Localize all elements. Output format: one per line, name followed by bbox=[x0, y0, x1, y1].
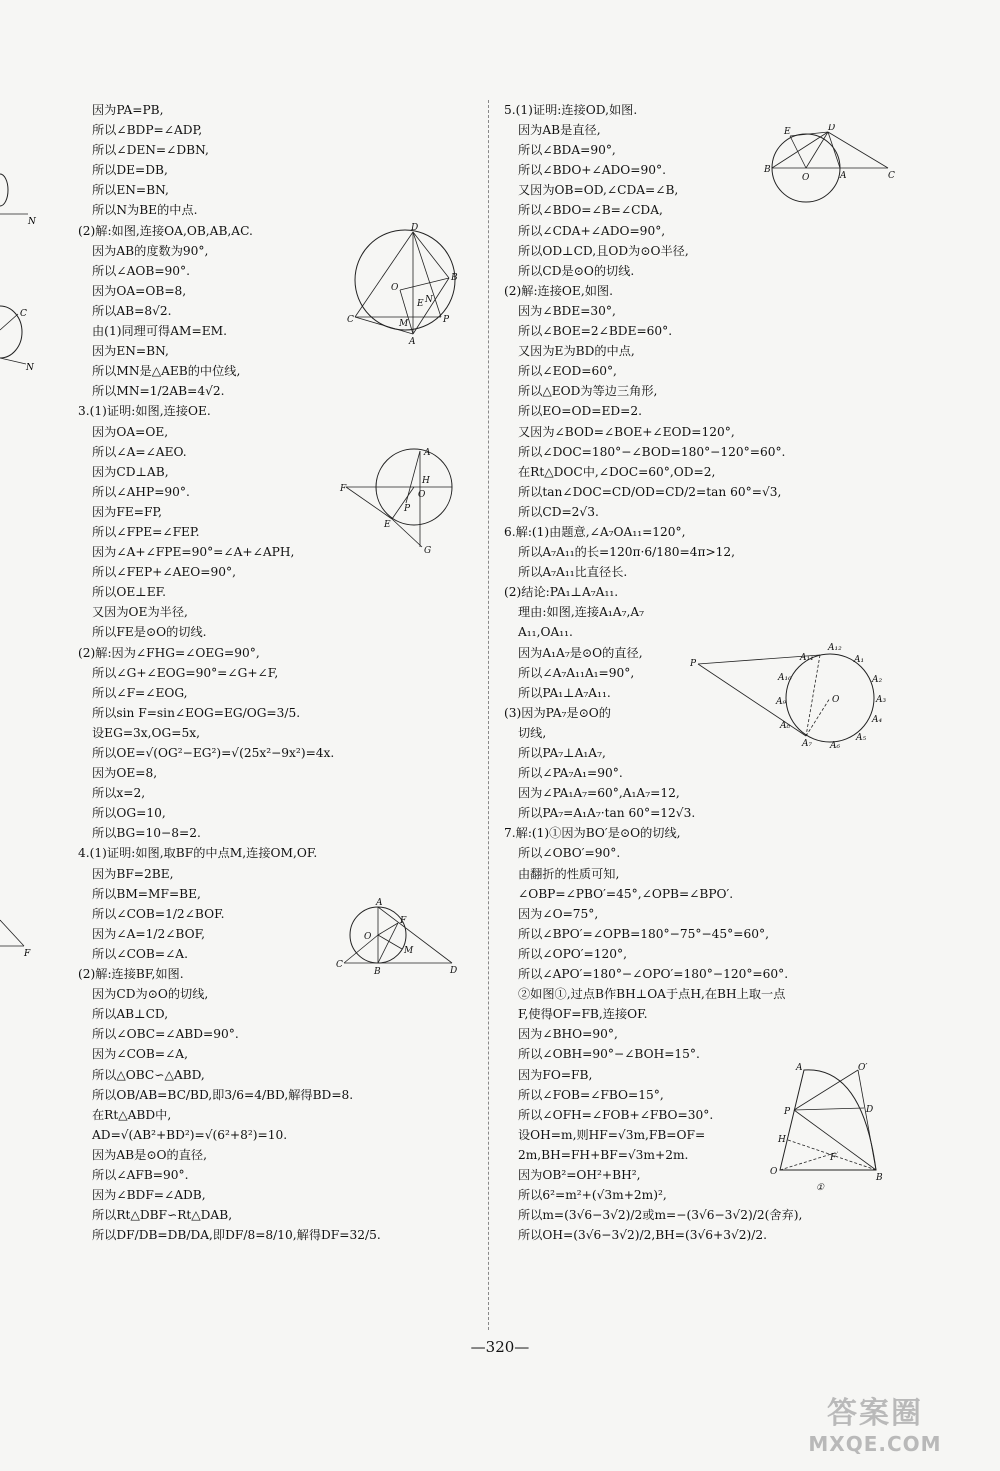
text-line: 所以PA₁⊥A₇A₁₁. bbox=[518, 685, 611, 700]
text-line: 4.(1)证明:如图,取BF的中点M,连接OM,OF. bbox=[78, 846, 318, 861]
fig2-label: B bbox=[451, 273, 458, 283]
text-line: (2)解:如图,连接OA,OB,AB,AC. bbox=[78, 223, 253, 238]
fig6-label: A₁₀ bbox=[778, 673, 792, 683]
text-line: 所以OH=(3√6−3√2)/2,BH=(3√6+3√2)/2. bbox=[518, 1228, 768, 1243]
text-line: 所以∠BDA=90°, bbox=[518, 143, 616, 158]
text-line: 所以MN是△AEB的中位线, bbox=[92, 364, 241, 379]
text-line: 所以x=2, bbox=[92, 786, 146, 801]
text-line: 7.解:(1)①因为BO′是⊙O的切线, bbox=[504, 826, 681, 841]
text-line: 又因为E为BD的中点, bbox=[518, 344, 635, 359]
text-line: 所以EN=BN, bbox=[92, 183, 169, 198]
fig6-label: A₉ bbox=[776, 697, 787, 707]
fig6-label: A₅ bbox=[856, 733, 867, 743]
text-line: AD=√(AB²+BD²)=√(6²+8²)=10. bbox=[92, 1127, 288, 1142]
text-line: 所以PA₇=A₁A₇·tan 60°=12√3. bbox=[518, 806, 696, 821]
text-line: 所以∠BDP=∠ADP, bbox=[92, 123, 203, 138]
text-line: 所以∠FEP+∠AEO=90°, bbox=[92, 565, 236, 580]
text-line: 因为∠A+∠FPE=90°=∠A+∠APH, bbox=[92, 545, 295, 560]
text-line: 所以A₇A₁₁的长=120π·6/180=4π>12, bbox=[518, 545, 736, 560]
figure-problem-6 bbox=[690, 640, 890, 750]
text-line: 因为PA=PB, bbox=[92, 103, 164, 117]
text-line: 所以∠OBO′=90°. bbox=[518, 846, 621, 861]
text-line: 切线, bbox=[518, 725, 547, 740]
edge-label: F bbox=[24, 949, 31, 959]
fig2-label: D bbox=[411, 223, 419, 233]
text-line: 所以∠OBH=90°−∠BOH=15°. bbox=[518, 1047, 700, 1062]
text-line: 设OH=m,则HF=√3m,FB=OF= bbox=[518, 1127, 706, 1142]
fig6-label: A₃ bbox=[876, 695, 887, 705]
text-line: 所以OD⊥CD,且OD为⊙O半径, bbox=[518, 243, 689, 258]
fig5-label: D bbox=[828, 124, 836, 133]
text-line: 所以∠BDO+∠ADO=90°. bbox=[518, 163, 666, 178]
text-line: 所以∠COB=1/2∠BOF. bbox=[92, 906, 225, 921]
fig6-label: O bbox=[832, 695, 840, 705]
fig4-label: O bbox=[364, 932, 372, 942]
figure-problem-2 bbox=[345, 222, 465, 347]
fig7-label: H bbox=[778, 1135, 786, 1145]
text-line: 因为OE=8, bbox=[92, 766, 158, 781]
fig6-label: A₁₁ bbox=[800, 653, 814, 663]
text-line: 因为OA=OB=8, bbox=[92, 283, 187, 298]
edge-label: N bbox=[28, 217, 36, 227]
text-line: 因为∠BDF=∠ADB, bbox=[92, 1188, 206, 1203]
text-line: 所以OE⊥EF. bbox=[92, 585, 167, 600]
fig4-label: A bbox=[376, 898, 383, 908]
fig3-label: E bbox=[384, 520, 391, 530]
fig6-label: A₇ bbox=[802, 739, 813, 749]
fig3-label: H bbox=[422, 476, 430, 486]
text-line: 所以N为BE的中点. bbox=[92, 203, 198, 218]
text-line: 所以PA₇⊥A₁A₇, bbox=[518, 746, 606, 760]
fig4-label: M bbox=[404, 946, 414, 956]
text-line: 又因为OE为半径, bbox=[92, 605, 188, 620]
text-line: 所以MN=1/2AB=4√2. bbox=[92, 384, 225, 399]
fig2-label: O bbox=[391, 283, 399, 293]
text-line: F,使得OF=FB,连接OF. bbox=[518, 1007, 648, 1022]
watermark bbox=[770, 1388, 980, 1456]
text-line: 又因为∠BOD=∠BOE+∠EOD=120°, bbox=[518, 424, 735, 439]
text-line: 因为∠PA₁A₇=60°,A₁A₇=12, bbox=[518, 786, 680, 801]
text-line: 因为OB²=OH²+BH², bbox=[518, 1167, 641, 1182]
text-line: 所以sin F=sin∠EOG=EG/OG=3/5. bbox=[92, 705, 301, 720]
fig6-label: A₆ bbox=[830, 741, 841, 750]
fig5-label: A bbox=[840, 171, 847, 181]
text-line: ∠OBP=∠PBO′=45°,∠OPB=∠BPO′. bbox=[518, 886, 734, 901]
text-line: 所以A₇A₁₁比直径长. bbox=[518, 565, 628, 580]
text-line: 所以△EOD为等边三角形, bbox=[518, 384, 658, 399]
fig4-label: D bbox=[450, 966, 458, 976]
fig6-label: P bbox=[690, 659, 697, 669]
fig6-label: A₁ bbox=[854, 655, 865, 665]
text-line: (3)因为PA₇是⊙O的 bbox=[504, 705, 611, 720]
text-line: 所以∠EOD=60°, bbox=[518, 364, 617, 379]
text-line: 所以∠AOB=90°. bbox=[92, 263, 191, 278]
text-line: 所以CD是⊙O的切线. bbox=[518, 263, 635, 278]
fig3-label: P bbox=[404, 504, 411, 514]
edge-figure-3 bbox=[0, 910, 40, 964]
edge-label: C bbox=[20, 309, 27, 319]
page-number: —320— bbox=[470, 1338, 530, 1356]
text-line: A₁₁,OA₁₁. bbox=[518, 625, 573, 640]
text-line: 6.解:(1)由题意,∠A₇OA₁₁=120°, bbox=[504, 524, 686, 539]
fig5-label: B bbox=[764, 165, 771, 175]
text-line: 因为∠A=1/2∠BOF, bbox=[92, 926, 206, 941]
text-line: 设EG=3x,OG=5x, bbox=[92, 725, 200, 740]
text-line: 2m,BH=FH+BF=√3m+2m. bbox=[518, 1147, 689, 1162]
text-line: 所以∠BPO′=∠OPB=180°−75°−45°=60°, bbox=[518, 926, 769, 941]
watermark-logo: 答案圈 bbox=[827, 1396, 923, 1431]
fig5-label: O bbox=[802, 173, 810, 183]
fig5-label: E bbox=[784, 127, 791, 137]
text-line: 所以DE=DB, bbox=[92, 163, 168, 178]
fig6-label: A₄ bbox=[872, 715, 883, 725]
text-line: 所以FE是⊙O的切线. bbox=[92, 625, 207, 640]
text-line: 所以CD=2√3. bbox=[518, 504, 599, 519]
fig7-label: F bbox=[830, 1153, 837, 1163]
text-line: 因为CD⊥AB, bbox=[92, 464, 169, 479]
fig4-label: C bbox=[336, 960, 343, 970]
text-line: 在Rt△DOC中,∠DOC=60°,OD=2, bbox=[518, 464, 716, 479]
text-line: 所以OE=√(OG²−EG²)=√(25x²−9x²)=4x. bbox=[92, 746, 335, 760]
fig4-label: B bbox=[374, 967, 381, 977]
text-line: 所以∠PA₇A₁=90°. bbox=[518, 766, 623, 781]
text-line: 所以∠BDO=∠B=∠CDA, bbox=[518, 203, 663, 218]
fig7-label: D bbox=[866, 1105, 874, 1115]
text-line: 在Rt△ABD中, bbox=[92, 1107, 172, 1122]
figure-problem-7 bbox=[766, 1060, 891, 1195]
text-line: 3.(1)证明:如图,连接OE. bbox=[78, 404, 211, 419]
figure-problem-3 bbox=[338, 447, 463, 557]
text-line: (2)结论:PA₁⊥A₇A₁₁. bbox=[504, 585, 619, 600]
text-line: 因为FO=FB, bbox=[518, 1067, 593, 1082]
fig7-label: A bbox=[796, 1063, 803, 1073]
text-line: 因为AB是直径, bbox=[518, 123, 601, 138]
text-line: 所以tan∠DOC=CD/OD=CD/2=tan 60°=√3, bbox=[518, 484, 782, 499]
text-line: 因为∠BDE=30°, bbox=[518, 303, 616, 318]
fig2-label: N bbox=[425, 295, 433, 305]
text-line: 因为A₁A₇是⊙O的直径, bbox=[518, 645, 643, 660]
text-line: 所以BM=MF=BE, bbox=[92, 886, 201, 901]
text-line: 所以m=(3√6−3√2)/2或m=−(3√6−3√2)/2(舍弃), bbox=[518, 1208, 803, 1223]
text-line: 因为∠O=75°, bbox=[518, 906, 599, 921]
text-line: ②如图①,过点B作BH⊥OA于点H,在BH上取一点 bbox=[518, 987, 786, 1002]
fig6-label: A₂ bbox=[872, 675, 883, 685]
text-line: 由翻折的性质可知, bbox=[518, 866, 620, 881]
text-line: 所以∠F=∠EOG, bbox=[92, 685, 188, 700]
text-line: 所以∠AFB=90°. bbox=[92, 1167, 189, 1182]
text-line: 所以∠A=∠AEO. bbox=[92, 444, 187, 459]
fig3-label: O bbox=[418, 490, 426, 500]
fig3-label: G bbox=[424, 546, 432, 556]
text-line: 因为FE=FP, bbox=[92, 504, 162, 519]
text-line: 所以∠AHP=90°. bbox=[92, 484, 190, 499]
text-line: 所以∠A₇A₁₁A₁=90°, bbox=[518, 665, 635, 680]
text-line: 因为CD为⊙O的切线, bbox=[92, 987, 209, 1002]
text-line: 理由:如图,连接A₁A₇,A₇ bbox=[518, 605, 645, 620]
text-line: 所以∠APO′=180°−∠OPO′=180°−120°=60°. bbox=[518, 967, 789, 982]
fig7-label: ① bbox=[816, 1183, 825, 1193]
text-line: 因为OA=OE, bbox=[92, 424, 169, 439]
text-line: 因为BF=2BE, bbox=[92, 866, 174, 881]
column-divider bbox=[488, 100, 489, 1330]
text-line: 所以AB=8√2. bbox=[92, 303, 172, 318]
figure-problem-4 bbox=[334, 897, 459, 977]
fig6-label: A₁₂ bbox=[828, 643, 842, 653]
fig3-label: F bbox=[340, 484, 347, 494]
text-line: 所以OG=10, bbox=[92, 806, 166, 821]
text-line: 5.(1)证明:连接OD,如图. bbox=[504, 103, 638, 117]
edge-figure-1 bbox=[0, 170, 40, 234]
text-line: 因为EN=BN, bbox=[92, 344, 169, 359]
fig7-label: O′ bbox=[858, 1063, 868, 1073]
text-line: 所以6²=m²+(√3m+2m)², bbox=[518, 1188, 667, 1203]
text-line: 所以∠DOC=180°−∠BOD=180°−120°=60°. bbox=[518, 444, 786, 459]
text-line: 所以Rt△DBF∽Rt△DAB, bbox=[92, 1208, 233, 1223]
fig5-label: C bbox=[888, 171, 895, 181]
text-line: 所以∠FOB=∠FBO=15°, bbox=[518, 1087, 664, 1102]
fig4-label: F bbox=[400, 916, 407, 926]
edge-label: N bbox=[26, 363, 34, 373]
fig7-label: B bbox=[876, 1173, 883, 1183]
text-line: 又因为OB=OD,∠CDA=∠B, bbox=[518, 183, 679, 198]
text-line: 所以∠OBC=∠ABD=90°. bbox=[92, 1027, 239, 1042]
text-line: 所以EO=OD=ED=2. bbox=[518, 404, 642, 419]
text-line: 因为∠COB=∠A, bbox=[92, 1047, 188, 1062]
text-line: 所以AB⊥CD, bbox=[92, 1007, 169, 1022]
text-line: 所以∠OPO′=120°, bbox=[518, 946, 627, 961]
text-line: 所以∠FPE=∠FEP. bbox=[92, 524, 200, 539]
text-line: 所以∠CDA+∠ADO=90°, bbox=[518, 223, 666, 238]
text-line: 所以∠OFH=∠FOB+∠FBO=30°. bbox=[518, 1107, 714, 1122]
text-line: 所以∠DEN=∠DBN, bbox=[92, 143, 209, 158]
fig7-label: O bbox=[770, 1167, 778, 1177]
edge-figure-2 bbox=[0, 300, 40, 379]
watermark-url: MXQE.COM bbox=[808, 1432, 942, 1456]
text-line: (2)解:连接OE,如图. bbox=[504, 283, 613, 298]
fig2-label: E bbox=[417, 299, 424, 309]
text-line: 所以∠G+∠EOG=90°=∠G+∠F, bbox=[92, 665, 279, 680]
figure-problem-5 bbox=[762, 124, 897, 209]
text-line: (2)解:连接BF,如图. bbox=[78, 967, 184, 982]
fig3-label: A bbox=[424, 448, 431, 458]
text-line: (2)解:因为∠FHG=∠OEG=90°, bbox=[78, 645, 260, 660]
text-line: 因为AB是⊙O的直径, bbox=[92, 1147, 207, 1162]
text-line: 因为AB的度数为90°, bbox=[92, 243, 209, 258]
text-line: 所以∠COB=∠A. bbox=[92, 946, 188, 961]
fig2-label: M bbox=[399, 319, 409, 329]
text-line: 所以△OBC∽△ABD, bbox=[92, 1067, 205, 1082]
text-line: 所以OB/AB=BC/BD,即3/6=4/BD,解得BD=8. bbox=[92, 1087, 354, 1102]
text-line: 由(1)同理可得AM=EM. bbox=[92, 324, 227, 339]
fig6-label: A₈ bbox=[780, 721, 791, 731]
text-line: 所以∠BOE=2∠BDE=60°. bbox=[518, 324, 673, 339]
fig2-label: C bbox=[347, 315, 354, 325]
fig2-label: P bbox=[443, 315, 450, 325]
text-line: 所以DF/DB=DB/DA,即DF/8=8/10,解得DF=32/5. bbox=[92, 1228, 381, 1243]
text-line: 所以BG=10−8=2. bbox=[92, 826, 201, 841]
fig2-label: A bbox=[409, 337, 416, 347]
fig7-label: P bbox=[784, 1107, 791, 1117]
text-line: 因为∠BHO=90°, bbox=[518, 1027, 618, 1042]
